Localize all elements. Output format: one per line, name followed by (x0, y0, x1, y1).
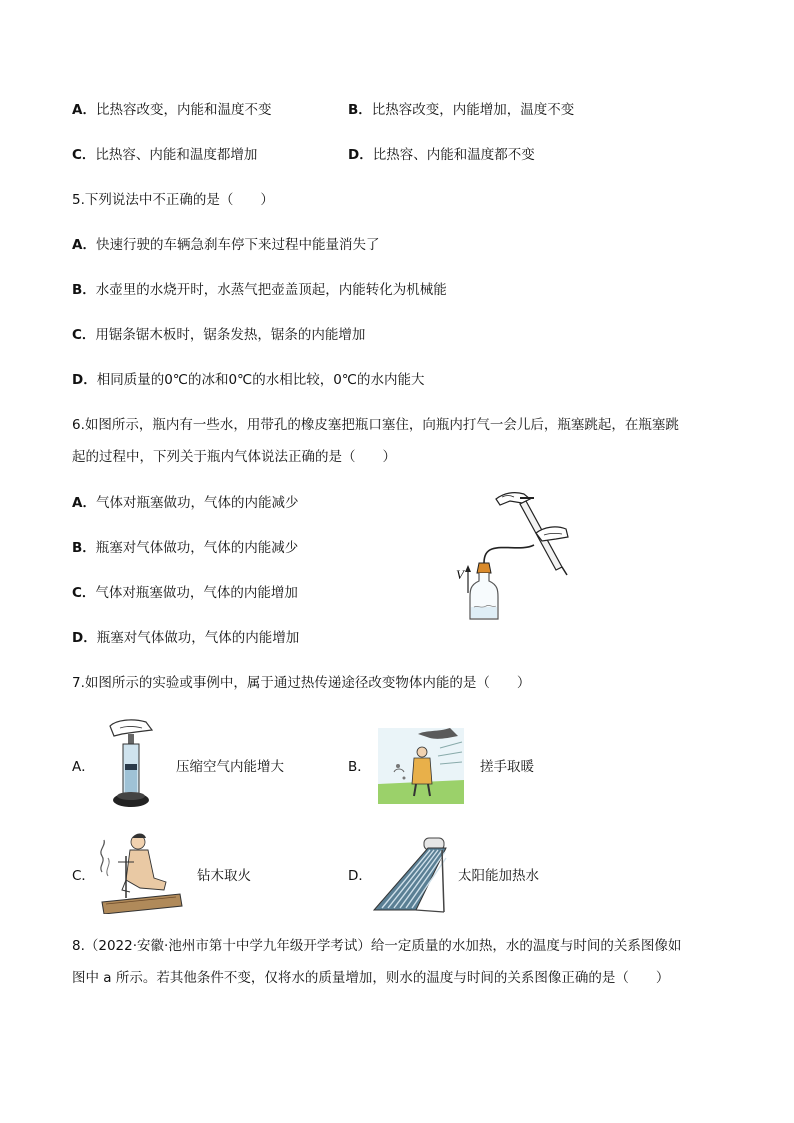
option-label: B． (348, 102, 372, 118)
q6-option-b[interactable] (72, 538, 298, 558)
q5-option-d[interactable] (72, 370, 424, 390)
option-label: C． (72, 585, 96, 601)
option-label: C． (72, 327, 96, 343)
drilling-wood-fire-icon (96, 832, 186, 914)
option-label: D． (72, 372, 97, 388)
q8-stem-line-1: 8.（2022·安徽·池州市第十中学九年级开学考试）给一定质量的水加热，水的温度与时间的关系图像如 (72, 938, 682, 954)
q4-option-d[interactable] (348, 145, 535, 165)
q5-option-a[interactable] (72, 235, 379, 255)
option-text: 比热容、内能和温度都增加 (95, 147, 258, 163)
q6-option-d[interactable] (72, 628, 299, 648)
option-text: 瓶塞对气体做功，气体的内能减少 (95, 540, 299, 556)
q7-option-a-label[interactable]: A． (72, 759, 95, 775)
option-label: A． (72, 495, 96, 511)
q7-option-c-label[interactable]: C． (72, 868, 95, 884)
q8-stem-line-2: 图中 a 所示。若其他条件不变，仅将水的质量增加，则水的温度与时间的关系图像正确的是（ ） (72, 970, 670, 986)
q7-option-b-label[interactable]: B． (348, 759, 371, 775)
option-text: 比热容改变，内能和温度不变 (95, 102, 272, 118)
option-label: D． (348, 147, 373, 163)
q4-option-a[interactable] (72, 100, 271, 120)
option-text: 用锯条锯木板时，锯条发热，锯条的内能增加 (95, 327, 366, 343)
option-text: 相同质量的0℃的冰和0℃的水相比较，0℃的水内能大 (96, 372, 425, 388)
q7-stem: 7.如图所示的实验或事例中，属于通过热传递途径改变物体内能的是（ ） (72, 675, 531, 691)
q7-option-c-text: 钻木取火 (197, 868, 251, 884)
option-text: 气体对瓶塞做功，气体的内能增加 (95, 585, 298, 601)
option-label: D． (72, 630, 97, 646)
option-label: A． (72, 237, 96, 253)
q7-option-a-text: 压缩空气内能增大 (176, 759, 284, 775)
person-rubbing-hands-icon (378, 728, 464, 804)
bottle-pump-figure (452, 485, 582, 625)
q5-option-b[interactable] (72, 280, 447, 300)
option-label: A． (72, 102, 96, 118)
option-label: B． (72, 540, 96, 556)
solar-water-heater-icon (372, 836, 450, 914)
q4-option-b[interactable] (348, 100, 574, 120)
q4-option-c[interactable] (72, 145, 257, 165)
option-text: 瓶塞对气体做功，气体的内能增加 (96, 630, 300, 646)
option-text: 比热容改变，内能增加，温度不变 (371, 102, 575, 118)
q6-stem-line-1: 6.如图所示，瓶内有一些水，用带孔的橡皮塞把瓶口塞住，向瓶内打气一会儿后，瓶塞跳起，在瓶塞跳 (72, 417, 679, 433)
option-text: 比热容、内能和温度都不变 (372, 147, 535, 163)
option-label: B． (72, 282, 96, 298)
q5-option-c[interactable] (72, 325, 365, 345)
option-text: 快速行驶的车辆急刹车停下来过程中能量消失了 (95, 237, 380, 253)
q6-option-c[interactable] (72, 583, 298, 603)
q7-option-b-text: 搓手取暖 (480, 759, 534, 775)
option-label: C． (72, 147, 96, 163)
option-text: 水壶里的水烧开时，水蒸气把壶盖顶起，内能转化为机械能 (95, 282, 447, 298)
option-text: 气体对瓶塞做功，气体的内能减少 (95, 495, 299, 511)
q6-stem-line-2: 起的过程中，下列关于瓶内气体说法正确的是（ ） (72, 449, 396, 465)
q7-option-d-label[interactable]: D． (348, 868, 372, 884)
q7-option-d-text: 太阳能加热水 (458, 868, 539, 884)
air-pump-icon (106, 718, 158, 810)
velocity-label: V (456, 567, 464, 582)
bottle-pump-icon (452, 485, 582, 625)
q6-option-a[interactable] (72, 493, 298, 513)
q5-stem: 5.下列说法中不正确的是（ ） (72, 192, 274, 208)
